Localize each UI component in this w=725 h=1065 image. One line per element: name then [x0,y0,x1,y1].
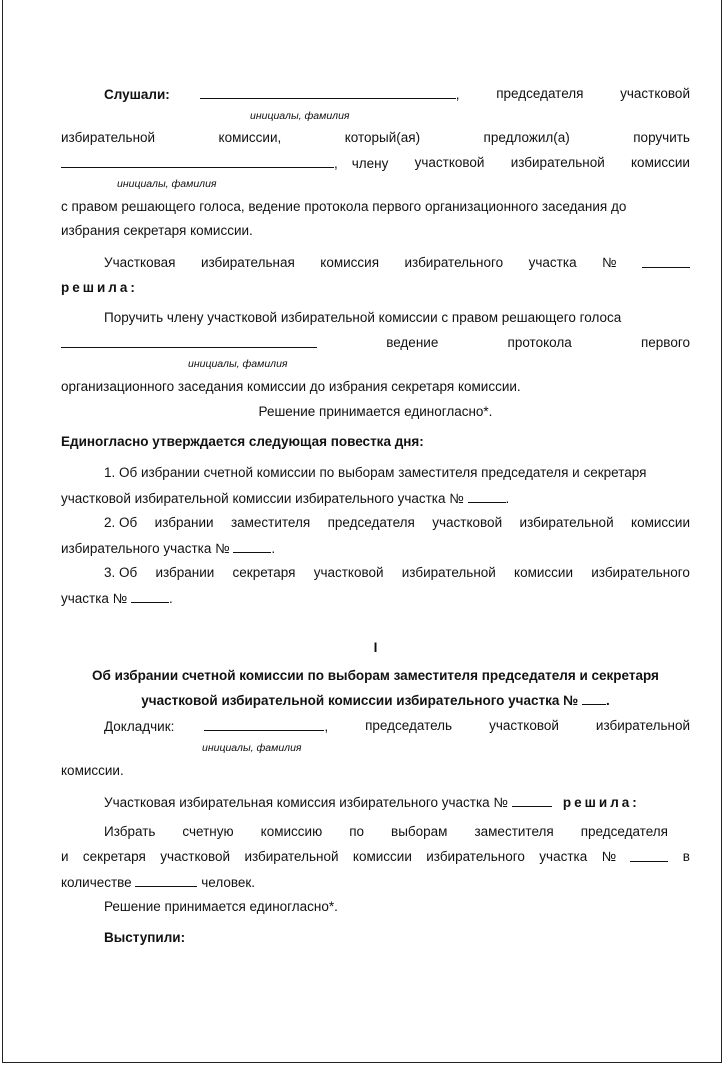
p1-line3: , члену участковой избирательной комиссии [61,154,690,172]
speaker-line2: комиссии. [61,763,124,778]
agenda-item1-line1: 1. Об избрании счетной комиссии по выборам заместителя председателя и секретаря [104,465,647,480]
speaker-line: Докладчик: , председатель участковой избирательной [104,718,690,734]
section-title-line2: участковой избирательной комиссии избирательного участка № . [141,693,610,708]
p3-line2: ведение протокола первого [61,334,690,352]
caption-initials: инициалы, фамилия [117,178,217,190]
section-commission-line: Участковая избирательная комиссия избирательного участка № решила: [104,795,640,810]
p1-line4: с правом решающего голоса, ведение протокола первого организационного заседания до [61,199,627,214]
agenda3-number-blank[interactable] [131,589,169,603]
p3-line3: организационного заседания комиссии до избрания секретаря комиссии. [61,379,521,394]
caption-initials: инициалы, фамилия [188,358,288,370]
elect-line1: Избрать счетную комиссию по выборам заместителя председателя [104,824,668,839]
section-number-blank[interactable] [582,691,606,705]
caption-initials: инициалы, фамилия [202,742,302,754]
spoke-label: Выступили: [104,930,186,945]
agenda2-number-blank[interactable] [233,539,271,553]
p1-line2: избирательной комиссии, который(ая) предложил(а) поручить [61,130,690,145]
elect-line3: количестве человек. [61,875,256,890]
heard-label: Слушали: [104,87,170,102]
caption-initials: инициалы, фамилия [250,110,350,122]
decided-label: решила: [61,280,138,295]
section-decision: Решение принимается единогласно*. [104,899,338,914]
agenda-item2-line1: 2. Об избрании заместителя председателя участковой избирательной комиссии [104,515,690,530]
heard-line: Слушали: , председателя участковой [104,86,690,102]
p3-line1: Поручить члену участковой избирательной комиссии с правом решающего голоса [104,310,622,325]
protocol-member-blank[interactable] [61,334,317,348]
elect-precinct-blank[interactable] [630,848,668,862]
section-precinct-blank[interactable] [512,793,552,807]
agenda-item3-line2: участка № . [61,591,173,606]
member-name-blank[interactable] [61,154,334,168]
section-number: I [373,640,378,655]
elect-line2: и секретаря участковой избирательной комиссии избирательного участка № в [61,849,690,864]
agenda-item3-line1: 3. Об избрании секретаря участковой избирательной комиссии избирательного [104,565,690,580]
count-blank[interactable] [135,873,197,887]
agenda-item1-line2: участковой избирательной комиссии избирательного участка № . [61,491,510,506]
speaker-name-blank[interactable] [204,717,324,731]
chairman-name-blank[interactable] [200,85,456,99]
agenda-item2-line2: избирательного участка № . [61,541,276,556]
commission-line: Участковая избирательная комиссия избирательного участка № [104,254,690,272]
precinct-number-blank[interactable] [642,254,690,268]
p1-line5: избрания секретаря комиссии. [61,223,253,238]
section-title-line1: Об избрании счетной комиссии по выборам заместителя председателя и секретаря [92,668,659,683]
agenda-title: Единогласно утверждается следующая повестка дня: [61,434,424,449]
decision-unanimous: Решение принимается единогласно*. [258,404,493,419]
agenda1-number-blank[interactable] [468,489,506,503]
